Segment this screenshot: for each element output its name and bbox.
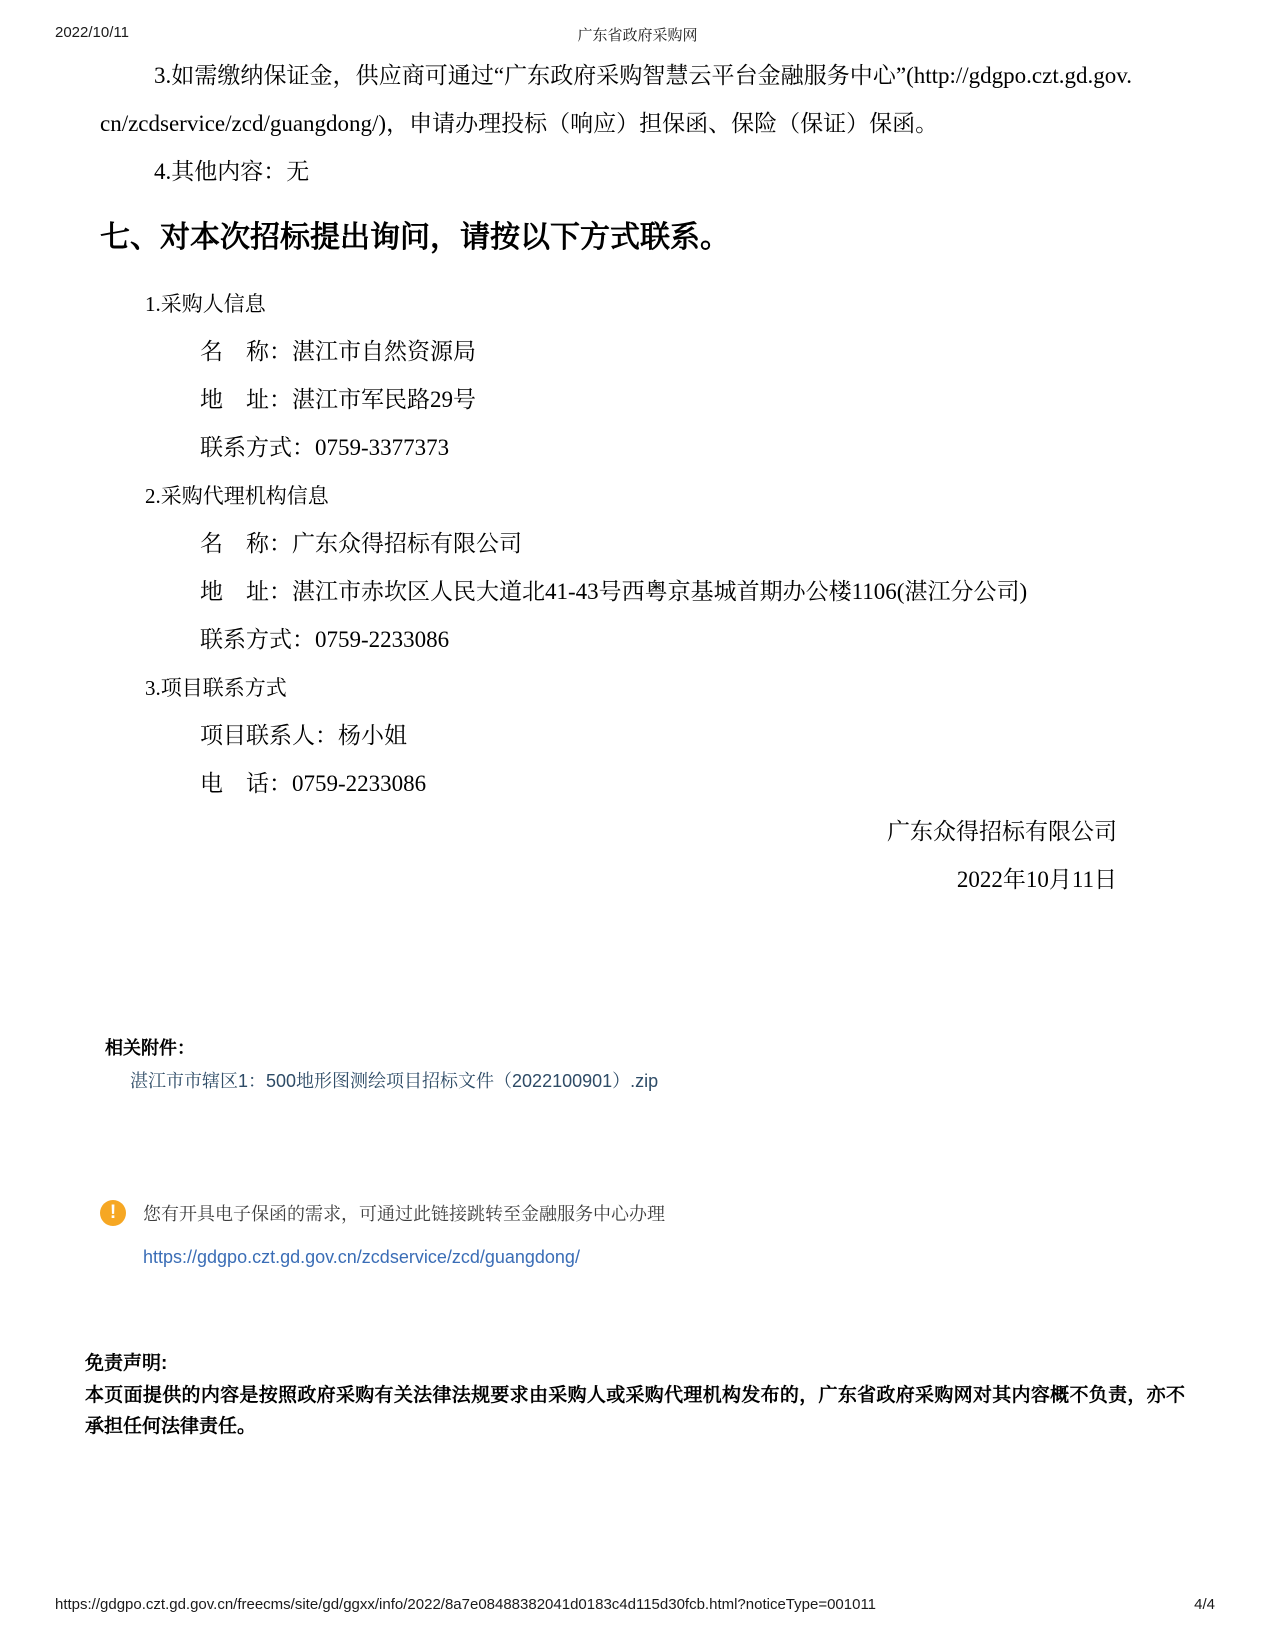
project-contact-person: 项目联系人：杨小姐 <box>200 723 407 748</box>
attachment-zip-link[interactable]: 湛江市市辖区1：500地形图测绘项目招标文件（2022100901）.zip <box>130 1071 659 1091</box>
signoff-date: 2022年10月11日 <box>956 867 1117 892</box>
finance-center-link[interactable]: https://gdgpo.czt.gd.gov.cn/zcdservice/zcd/guangdong/ <box>143 1247 580 1267</box>
agency-address: 地 址：湛江市赤坎区人民大道北41-43号西粤京基城首期办公楼1106(湛江分公司) <box>200 579 1028 604</box>
section-7-heading: 七、对本次招标提出询问，请按以下方式联系。 <box>100 221 730 254</box>
document-body <box>100 52 1132 904</box>
footer-source-url: https://gdgpo.czt.gd.gov.cn/freecms/site/gd/ggxx/info/2022/8a7e08488382041d0183c4d115d30fcb.html?noticeType=001011 <box>55 1596 877 1613</box>
paragraph-other-content: 4.其他内容：无 <box>154 159 310 184</box>
notice-text: 您有开具电子保函的需求，可通过此链接跳转至金融服务中心办理 <box>143 1204 665 1224</box>
disclaimer-title: 免责声明: <box>85 1353 168 1374</box>
notice-row <box>100 1200 665 1226</box>
signoff-company: 广东众得招标有限公司 <box>887 819 1117 844</box>
purchaser-address: 地 址：湛江市军民路29号 <box>200 387 476 412</box>
footer-page-number: 4/4 <box>1194 1596 1215 1613</box>
disclaimer-section <box>85 1350 1185 1442</box>
project-phone: 电 话：0759-2233086 <box>200 771 427 796</box>
agency-contact: 联系方式：0759-2233086 <box>200 627 450 652</box>
purchaser-contact: 联系方式：0759-3377373 <box>200 435 450 460</box>
paragraph-deposit-info: 3.如需缴纳保证金，供应商可通过“广东政府采购智慧云平台金融服务中心”(http://gdgpo.czt.gd.gov.cn/zcdservice/zcd/guangdong/)，申请办理投标（响应）担保函、保险（保证）保函。 <box>100 63 1132 136</box>
attachments-label: 相关附件： <box>105 1038 195 1058</box>
agency-info-title: 2.采购代理机构信息 <box>145 484 329 508</box>
header-date: 2022/10/11 <box>55 24 129 41</box>
purchaser-name: 名 称：湛江市自然资源局 <box>200 339 476 364</box>
related-attachments-section <box>105 1035 658 1094</box>
agency-name: 名 称：广东众得招标有限公司 <box>200 531 522 556</box>
exclamation-icon: ! <box>100 1200 126 1226</box>
header-site-title: 广东省政府采购网 <box>577 27 698 44</box>
disclaimer-text: 本页面提供的内容是按照政府采购有关法律法规要求由采购人或采购代理机构发布的，广东省政府采购网对其内容概不负责，亦不承担任何法律责任。 <box>85 1385 1185 1437</box>
project-contact-title: 3.项目联系方式 <box>145 676 287 700</box>
purchaser-info-title: 1.采购人信息 <box>145 292 266 316</box>
e-guarantee-notice <box>100 1200 665 1268</box>
